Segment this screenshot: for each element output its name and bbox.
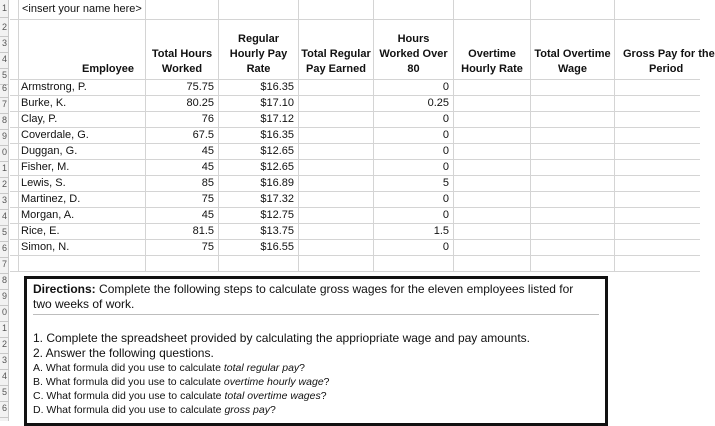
question-c-term: total overtime wages <box>224 390 321 402</box>
header-line: Rate <box>246 63 271 75</box>
row-number[interactable]: 0 <box>1 147 7 157</box>
row-number[interactable]: 4 <box>1 371 7 381</box>
row-line <box>10 19 700 20</box>
directions-line-1 <box>33 282 599 297</box>
question-d <box>33 403 599 417</box>
cell-hourly-rate[interactable]: $12.65 <box>260 161 294 173</box>
cell-total-hours[interactable]: 80.25 <box>186 97 214 109</box>
cell-hours-over[interactable]: 0.25 <box>427 97 449 109</box>
col-line <box>18 0 19 272</box>
row-number[interactable]: 5 <box>1 70 7 80</box>
header-line: Gross Pay for the <box>623 48 715 60</box>
directions-text: Complete the following steps to calculate gross wages for the eleven employees listed for <box>99 282 574 296</box>
cell-hours-over[interactable]: 0 <box>442 113 449 125</box>
row-number[interactable]: 8 <box>1 115 7 125</box>
cell-hours-over[interactable]: 5 <box>442 177 449 189</box>
cell-hours-over[interactable]: 0 <box>442 209 449 221</box>
cell-hours-over[interactable]: 1.5 <box>433 225 449 237</box>
cell-hourly-rate[interactable]: $16.35 <box>260 81 294 93</box>
row-divider <box>0 17 9 18</box>
row-number[interactable]: 5 <box>1 227 7 237</box>
directions-box <box>24 276 608 426</box>
cell-total-hours[interactable]: 75 <box>201 241 214 253</box>
row-number[interactable]: 2 <box>1 22 7 32</box>
row-number[interactable]: 7 <box>1 99 7 109</box>
cell-total-hours[interactable]: 81.5 <box>192 225 214 237</box>
row-number[interactable]: 1 <box>1 323 7 333</box>
cell-total-hours[interactable]: 85 <box>201 177 214 189</box>
header-line: Worked <box>161 63 203 75</box>
cell-employee[interactable]: Fisher, M. <box>21 161 70 173</box>
row-number[interactable]: 0 <box>1 307 7 317</box>
row-number[interactable]: 4 <box>1 54 7 64</box>
row-number[interactable]: 9 <box>1 131 7 141</box>
header-line: 80 <box>407 63 420 75</box>
row-number[interactable]: 6 <box>1 83 7 93</box>
row-number[interactable]: 6 <box>1 243 7 253</box>
cell-employee[interactable]: Burke, K. <box>21 97 67 109</box>
directions-heading <box>33 282 599 315</box>
cell-hours-over[interactable]: 0 <box>442 241 449 253</box>
question-c <box>33 389 599 403</box>
cell-total-hours[interactable]: 67.5 <box>192 129 214 141</box>
row-number[interactable]: 8 <box>1 275 7 285</box>
cell-total-hours[interactable]: 76 <box>201 113 214 125</box>
step-1: 1. Complete the spreadsheet provided by calculating the appriopriate wage and pay amounts. <box>33 331 530 345</box>
header-line: Period <box>649 63 684 75</box>
cell-hourly-rate[interactable]: $16.35 <box>260 129 294 141</box>
col-line <box>530 0 531 272</box>
cell-hourly-rate[interactable]: $16.55 <box>260 241 294 253</box>
cell-hourly-rate[interactable]: $17.32 <box>260 193 294 205</box>
cell-hourly-rate[interactable]: $17.12 <box>260 113 294 125</box>
header-line: Regular <box>238 33 279 45</box>
cell-hours-over[interactable]: 0 <box>442 129 449 141</box>
cell-hours-over[interactable]: 0 <box>442 81 449 93</box>
row-number[interactable]: 3 <box>1 195 7 205</box>
header-line: Total Hours <box>151 48 213 60</box>
row-number[interactable]: 3 <box>1 38 7 48</box>
row-number[interactable]: 6 <box>1 403 7 413</box>
cell-employee[interactable]: Morgan, A. <box>21 209 75 221</box>
cell-employee[interactable]: Martinez, D. <box>21 193 81 205</box>
row-number[interactable]: 1 <box>1 3 7 13</box>
header-hours-over[interactable] <box>374 32 453 77</box>
row-line <box>10 271 700 272</box>
header-total-hours[interactable] <box>146 47 218 77</box>
cell-employee[interactable]: Simon, N. <box>21 241 70 253</box>
row-line <box>10 255 700 256</box>
row-number[interactable]: 2 <box>1 339 7 349</box>
cell-employee[interactable]: Armstrong, P. <box>21 81 87 93</box>
row-number[interactable]: 3 <box>1 355 7 365</box>
question-b-term: overtime hourly wage <box>223 376 324 388</box>
header-line: Hourly Rate <box>461 63 523 75</box>
question-a <box>33 361 599 375</box>
cell-total-hours[interactable]: 75 <box>201 193 214 205</box>
header-line: Overtime <box>468 48 516 60</box>
header-line: Worked Over <box>379 48 448 60</box>
header-overtime-rate[interactable] <box>454 47 530 77</box>
cell-hourly-rate[interactable]: $16.89 <box>260 177 294 189</box>
header-line: Pay Earned <box>306 63 366 75</box>
header-line: Wage <box>558 63 587 75</box>
step-2: 2. Answer the following questions. <box>33 346 214 360</box>
col-line <box>614 0 615 272</box>
col-line <box>298 0 299 272</box>
header-overtime-wage[interactable] <box>531 47 614 77</box>
cell-employee[interactable]: Rice, E. <box>21 225 60 237</box>
cell-employee[interactable]: Clay, P. <box>21 113 58 125</box>
cell-employee[interactable]: Duggan, G. <box>21 145 78 157</box>
question-b-text: B. What formula did you use to calculate <box>33 376 224 388</box>
header-gross-pay[interactable] <box>615 47 715 77</box>
header-line: Total Regular <box>301 48 371 60</box>
question-mark: ? <box>269 404 276 416</box>
question-a-text: A. What formula did you use to calculate <box>33 362 224 374</box>
cell-hours-over[interactable]: 0 <box>442 145 449 157</box>
cell-employee[interactable]: Lewis, S. <box>21 177 66 189</box>
name-cell[interactable]: <insert your name here> <box>22 3 142 15</box>
directions-label: Directions: <box>33 282 96 296</box>
cell-total-hours[interactable]: 45 <box>201 161 214 173</box>
question-c-text: C. What formula did you use to calculate <box>33 390 225 402</box>
header-line: Hourly Pay <box>229 48 288 60</box>
header-regular-pay[interactable] <box>299 47 373 77</box>
header-line: Hours <box>397 33 430 45</box>
header-line: Total Overtime <box>534 48 611 60</box>
cell-total-hours[interactable]: 45 <box>201 145 214 157</box>
cell-total-hours[interactable]: 75.75 <box>186 81 214 93</box>
row-number[interactable]: 9 <box>1 291 7 301</box>
question-mark: ? <box>320 390 327 402</box>
cell-hours-over[interactable]: 0 <box>442 193 449 205</box>
cell-hourly-rate[interactable]: $13.75 <box>260 225 294 237</box>
question-d-text: D. What formula did you use to calculate <box>33 404 225 416</box>
row-number[interactable]: 7 <box>1 259 7 269</box>
row-number-column <box>0 0 9 421</box>
header-employee[interactable]: Employee <box>82 63 134 75</box>
cell-hourly-rate[interactable]: $17.10 <box>260 97 294 109</box>
cell-hourly-rate[interactable]: $12.65 <box>260 145 294 157</box>
row-number[interactable]: 5 <box>1 387 7 397</box>
cell-hours-over[interactable]: 0 <box>442 161 449 173</box>
cell-hourly-rate[interactable]: $12.75 <box>260 209 294 221</box>
cell-employee[interactable]: Coverdale, G. <box>21 129 89 141</box>
row-number[interactable]: 2 <box>1 179 7 189</box>
directions-line-2: two weeks of work. <box>33 297 135 311</box>
question-d-term: gross pay <box>224 404 270 416</box>
row-number[interactable]: 1 <box>1 163 7 173</box>
question-a-term: total regular pay <box>223 362 300 374</box>
question-mark: ? <box>323 376 330 388</box>
col-line <box>453 0 454 272</box>
row-number[interactable]: 4 <box>1 211 7 221</box>
row-divider <box>0 417 9 418</box>
question-mark: ? <box>299 362 305 374</box>
question-b <box>33 375 599 389</box>
cell-total-hours[interactable]: 45 <box>201 209 214 221</box>
header-hourly-rate[interactable] <box>219 32 298 77</box>
